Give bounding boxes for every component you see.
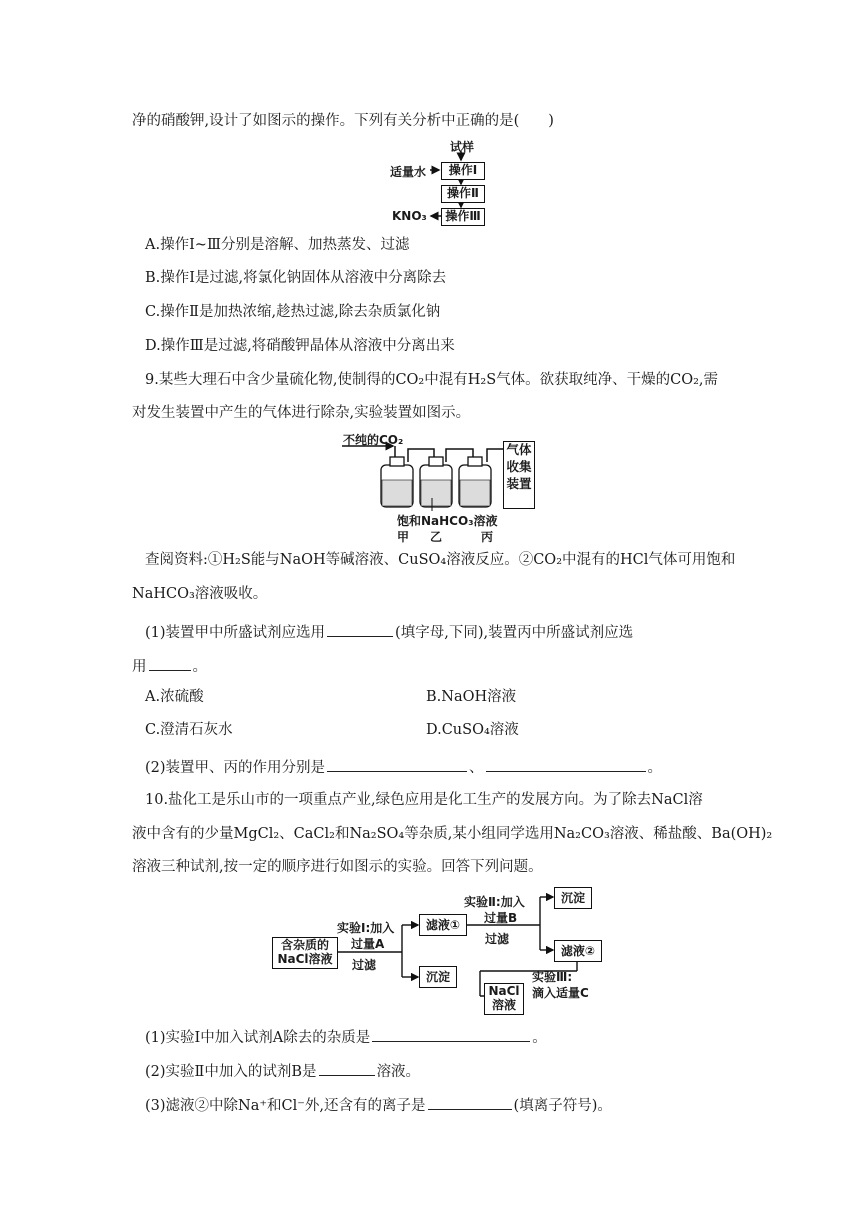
q10-sub1-text-b: 。 (532, 1030, 547, 1046)
q10-answer-blank-1[interactable] (372, 1027, 530, 1042)
q8-option-b: B.操作Ⅰ是过滤,将氯化钠固体从溶液中分离除去 (145, 270, 447, 286)
q9-option-a: A.浓硫酸 (145, 689, 204, 705)
q9-sub1-text-b: (填字母,下同),装置丙中所盛试剂应选 (395, 625, 634, 641)
q10-precip1-box: 沉淀 (419, 966, 457, 988)
q10-subquestion-2 (145, 1061, 420, 1081)
q9-stem-line2: 对发生装置中产生的气体进行除杂,实验装置如图示。 (132, 405, 471, 421)
q10-stem-line1: 10.盐化工是乐山市的一项重点产业,绿色应用是化工生产的发展方向。为了除去NaCl溶 (145, 792, 703, 808)
q10-subquestion-3 (145, 1095, 612, 1115)
q9-sub1-text-d: 。 (192, 659, 207, 675)
q10-sub2-text-a: (2)实验Ⅱ中加入的试剂B是 (145, 1064, 317, 1080)
q9-option-b: B.NaOH溶液 (426, 689, 517, 705)
q9-stem-line1: 9.某些大理石中含少量硫化物,使制得的CO₂中混有H₂S气体。欲获取纯净、干燥的CO₂,需 (145, 372, 719, 388)
q9-bottle-c-label: 丙 (481, 530, 494, 544)
q8-product-label: KNO₃ (392, 209, 427, 223)
q10-answer-blank-3[interactable] (428, 1095, 512, 1110)
q10-subquestion-1 (145, 1027, 547, 1047)
q10-sub1-text-a: (1)实验Ⅰ中加入试剂A除去的杂质是 (145, 1030, 371, 1046)
q9-sub2-text-a: (2)装置甲、丙的作用分别是 (145, 760, 326, 776)
q9-collector-box: 气体收集装置 (503, 441, 535, 509)
q8-op2-box: 操作Ⅱ (441, 185, 485, 203)
q8-sample-label: 试样 (450, 140, 475, 154)
q8-stem-end: 净的硝酸钾,设计了如图示的操作。下列有关分析中正确的是( ) (132, 113, 554, 129)
q10-filter2-label: 过滤 (485, 932, 510, 946)
q10-stem-line3: 溶液三种试剂,按一定的顺序进行如图示的实验。回答下列问题。 (132, 859, 543, 875)
q10-precip2-box: 沉淀 (554, 887, 592, 909)
q9-sub1-text-c: 用 (132, 659, 147, 675)
q8-option-d: D.操作Ⅲ是过滤,将硝酸钾晶体从溶液中分离出来 (145, 338, 455, 354)
q9-inlet-label: 不纯的CO₂ (343, 433, 404, 447)
q9-bottle-b-label: 乙 (430, 530, 443, 544)
q8-option-a: A.操作Ⅰ~Ⅲ分别是溶解、加热蒸发、过滤 (145, 237, 410, 253)
q10-exp1-reagent: 过量A (351, 937, 385, 951)
q10-exp1-label: 实验Ⅰ:加入 (337, 921, 395, 935)
q10-answer-blank-2[interactable] (319, 1061, 375, 1076)
q10-filter1-label: 过滤 (352, 958, 377, 972)
q10-sub2-text-b: 溶液。 (376, 1064, 421, 1080)
q9-info-line2: NaHCO₃溶液吸收。 (132, 586, 268, 602)
q9-bottle-reagent-label: 饱和NaHCO₃溶液 (397, 514, 498, 528)
q10-stem-line2: 液中含有的少量MgCl₂、CaCl₂和Na₂SO₄等杂质,某小组同学选用Na₂CO₃溶液、稀盐酸、Ba(OH)₂ (132, 826, 773, 842)
q10-sub3-text-b: (填离子符号)。 (513, 1098, 612, 1114)
q10-filtrate1-box: 滤液① (419, 914, 467, 936)
q9-sub2-text-c: 。 (647, 760, 663, 776)
q10-filtrate2-box: 滤液② (554, 940, 602, 962)
q9-info-line1: 查阅资料:①H₂S能与NaOH等碱溶液、CuSO₄溶液反应。②CO₂中混有的HCl气体可用饱和 (145, 552, 736, 568)
q8-op1-box: 操作Ⅰ (441, 162, 485, 180)
q10-exp3-reagent: 滴入适量C (532, 986, 589, 1000)
q10-exp3-label: 实验Ⅲ: (532, 970, 573, 984)
q10-final-box: NaCl溶液 (484, 983, 524, 1015)
q9-bottle-a-label: 甲 (397, 530, 410, 544)
q9-sub1-text-a: (1)装置甲中所盛试剂应选用 (145, 625, 326, 641)
q10-start-box: 含杂质的NaCl溶液 (272, 937, 338, 969)
q8-water-label: 适量水 (390, 165, 427, 179)
q10-exp2-reagent: 过量B (484, 911, 518, 925)
q10-sub3-text-a: (3)滤液②中除Na⁺和Cl⁻外,还含有的离子是 (145, 1098, 426, 1114)
q9-option-d: D.CuSO₄溶液 (426, 722, 519, 738)
q8-op3-box: 操作Ⅲ (441, 208, 485, 226)
q8-option-c: C.操作Ⅱ是加热浓缩,趁热过滤,除去杂质氯化钠 (145, 304, 441, 320)
q9-option-c: C.澄清石灰水 (145, 722, 233, 738)
q10-exp2-label: 实验Ⅱ:加入 (464, 895, 525, 909)
q9-sub2-text-b: 、 (469, 760, 484, 776)
